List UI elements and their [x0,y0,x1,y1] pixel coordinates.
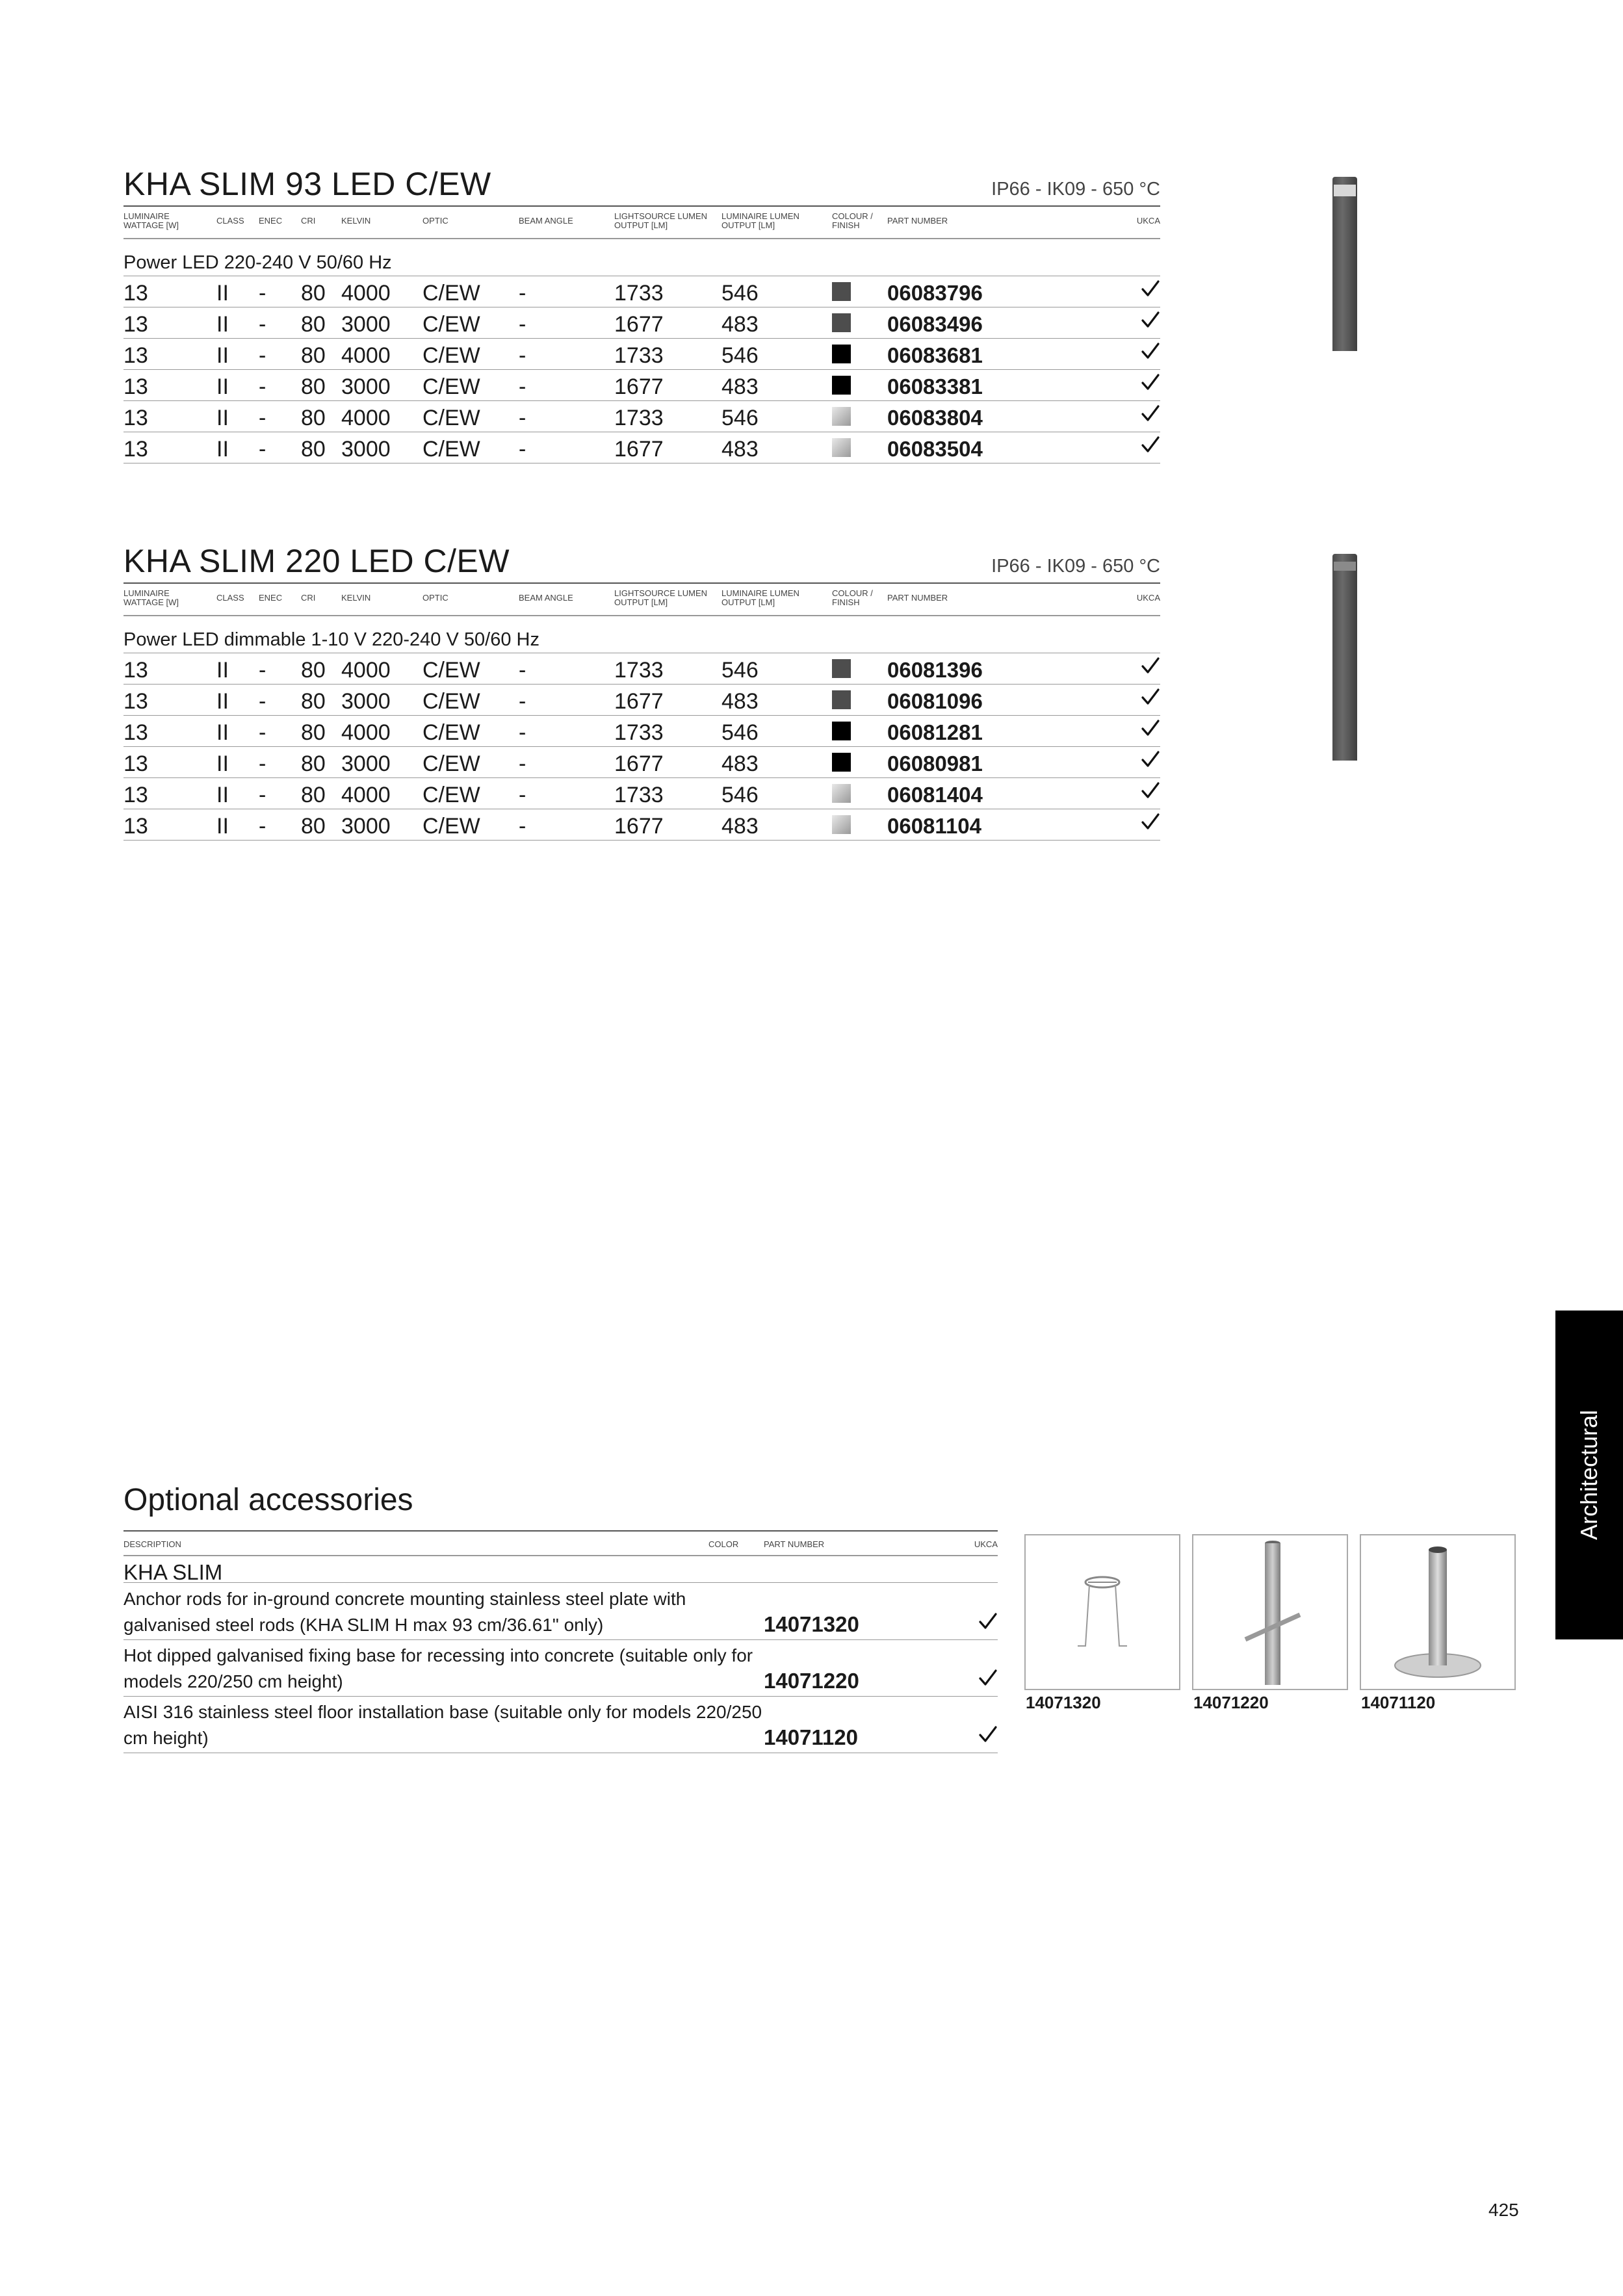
class-cell: II [216,437,229,462]
wattage-cell: 13 [123,281,148,306]
part-number-cell: 06081281 [887,720,983,744]
kelvin-cell: 4000 [341,406,391,430]
cri-cell: 80 [301,281,326,306]
kelvin-cell: 3000 [341,814,391,839]
col-colour-finish: COLOUR / FINISH [832,211,873,230]
class-cell: II [216,658,229,683]
ip-rating: IP66 - IK09 - 650 °C [991,179,1160,200]
luminaire-lumen-cell: 546 [721,281,759,306]
finish-swatch [832,815,851,834]
table-row [123,307,1160,339]
finish-swatch [832,313,851,332]
wattage-cell: 13 [123,437,148,462]
beam-angle-cell: - [519,783,526,807]
product-section-2 [123,545,1160,841]
lightsource-lumen-cell: 1733 [614,720,664,745]
beam-angle-cell: - [519,281,526,306]
optic-cell: C/EW [422,374,480,399]
accessory-description: Anchor rods for in-ground concrete mounting stainless steel plate with galvanised steel rods (KHA SLIM H max 93 cm/36.61" only) [123,1589,686,1635]
col-enec: ENEC [259,593,283,603]
class-cell: II [216,720,229,745]
kelvin-cell: 3000 [341,437,391,462]
beam-angle-cell: - [519,406,526,430]
table-row [123,432,1160,463]
led-ring [1334,562,1356,571]
col-cri: CRI [301,216,316,226]
lightsource-lumen-cell: 1733 [614,406,664,430]
class-cell: II [216,312,229,337]
class-cell: II [216,751,229,776]
thumbnail-fixing-base [1192,1534,1348,1690]
enec-cell: - [259,814,266,839]
side-tab-label: Architectural [1576,1409,1602,1541]
optic-cell: C/EW [422,783,480,807]
enec-cell: - [259,720,266,745]
col-optic: OPTIC [422,593,448,603]
luminaire-lumen-cell: 546 [721,720,759,745]
cri-cell: 80 [301,689,326,714]
col-luminaire-lumen: LUMINAIRE LUMEN OUTPUT [LM] [721,588,799,607]
finish-swatch [832,438,851,457]
enec-cell: - [259,281,266,306]
cri-cell: 80 [301,374,326,399]
table-row [123,747,1160,778]
ukca-check-icon [1141,404,1160,424]
col-enec: ENEC [259,216,283,226]
accessory-description: Hot dipped galvanised fixing base for recessing into concrete (suitable only for models 220/250 cm height) [123,1645,753,1691]
accessory-description: AISI 316 stainless steel floor installation base (suitable only for models 220/250 cm height) [123,1702,762,1748]
accessories-section [123,1482,998,1768]
thumbnail-label: 14071220 [1193,1693,1269,1712]
col-optic: OPTIC [422,216,448,226]
class-cell: II [216,343,229,368]
beam-angle-cell: - [519,751,526,776]
luminaire-lumen-cell: 546 [721,406,759,430]
cri-cell: 80 [301,437,326,462]
thumbnail-label: 14071320 [1026,1693,1101,1712]
part-number-cell: 06083504 [887,437,983,461]
luminaire-lumen-cell: 483 [721,689,759,714]
col-kelvin: KELVIN [341,593,371,603]
enec-cell: - [259,406,266,430]
luminaire-lumen-cell: 483 [721,751,759,776]
wattage-cell: 13 [123,720,148,745]
lightsource-lumen-cell: 1733 [614,343,664,368]
kelvin-cell: 3000 [341,312,391,337]
col-color: COLOR [708,1539,739,1549]
ukca-check-icon [1141,688,1160,707]
bollard-220-image [1332,554,1357,761]
part-number-cell: 06083381 [887,374,983,398]
beam-angle-cell: - [519,658,526,683]
luminaire-lumen-cell: 483 [721,374,759,399]
kelvin-cell: 4000 [341,658,391,683]
ukca-check-icon [978,1612,998,1632]
cri-cell: 80 [301,783,326,807]
col-description: DESCRIPTION [123,1539,181,1549]
accessory-row [123,1697,998,1753]
ukca-check-icon [1141,280,1160,299]
class-cell: II [216,374,229,399]
lightsource-lumen-cell: 1733 [614,783,664,807]
col-beam-angle: BEAM ANGLE [519,216,573,226]
thumbnail-floor-base [1360,1534,1516,1690]
page-number: 425 [1488,2200,1519,2220]
enec-cell: - [259,374,266,399]
thumbnail-label: 14071120 [1361,1693,1436,1712]
finish-swatch [832,753,851,772]
col-lightsource-lumen: LIGHTSOURCE LUMEN OUTPUT [LM] [614,588,708,607]
ukca-check-icon [1141,750,1160,770]
optic-cell: C/EW [422,281,480,306]
ukca-check-icon [1141,311,1160,330]
wattage-cell: 13 [123,374,148,399]
kelvin-cell: 4000 [341,343,391,368]
optic-cell: C/EW [422,689,480,714]
column-headers [123,584,1160,616]
lightsource-lumen-cell: 1733 [614,658,664,683]
optic-cell: C/EW [422,658,480,683]
col-ukca: UKCA [974,1539,998,1549]
part-number-cell: 06083496 [887,312,983,336]
enec-cell: - [259,751,266,776]
product-title-row [123,168,1160,207]
table-row [123,778,1160,809]
kelvin-cell: 4000 [341,783,391,807]
wattage-cell: 13 [123,751,148,776]
lightsource-lumen-cell: 1677 [614,312,664,337]
optic-cell: C/EW [422,751,480,776]
wattage-cell: 13 [123,312,148,337]
col-ukca: UKCA [1136,593,1160,603]
lightsource-lumen-cell: 1677 [614,751,664,776]
part-number-cell: 06081396 [887,658,983,682]
luminaire-lumen-cell: 546 [721,658,759,683]
class-cell: II [216,689,229,714]
part-number-cell: 06083681 [887,343,983,367]
finish-swatch [832,784,851,803]
lightsource-lumen-cell: 1677 [614,689,664,714]
enec-cell: - [259,343,266,368]
table-row [123,401,1160,432]
lightsource-lumen-cell: 1677 [614,437,664,462]
cri-cell: 80 [301,406,326,430]
col-part-number: PART NUMBER [887,593,948,603]
accessories-headers [123,1530,998,1556]
luminaire-lumen-cell: 483 [721,814,759,839]
product-title: KHA SLIM 93 LED C/EW [123,166,491,202]
thumbnail-anchor-rods [1024,1534,1180,1690]
class-cell: II [216,814,229,839]
product-subtitle: Power LED 220-240 V 50/60 Hz [123,239,1160,276]
beam-angle-cell: - [519,689,526,714]
enec-cell: - [259,658,266,683]
luminaire-lumen-cell: 546 [721,783,759,807]
col-wattage: LUMINAIRE WATTAGE [W] [123,588,179,607]
kelvin-cell: 3000 [341,689,391,714]
column-headers [123,207,1160,239]
ukca-check-icon [978,1725,998,1745]
enec-cell: - [259,783,266,807]
class-cell: II [216,281,229,306]
col-cri: CRI [301,593,316,603]
finish-swatch [832,345,851,363]
finish-swatch [832,376,851,395]
table-row [123,809,1160,841]
ukca-check-icon [1141,657,1160,676]
beam-angle-cell: - [519,437,526,462]
optic-cell: C/EW [422,343,480,368]
cri-cell: 80 [301,658,326,683]
col-beam-angle: BEAM ANGLE [519,593,573,603]
table-row [123,653,1160,685]
lightsource-lumen-cell: 1677 [614,374,664,399]
luminaire-lumen-cell: 546 [721,343,759,368]
product-rows [123,653,1160,841]
finish-swatch [832,407,851,426]
bollard-93-image [1332,177,1357,351]
table-row [123,339,1160,370]
col-luminaire-lumen: LUMINAIRE LUMEN OUTPUT [LM] [721,211,799,230]
accessory-part-number: 14071120 [764,1725,859,1749]
optic-cell: C/EW [422,312,480,337]
table-row [123,276,1160,307]
cri-cell: 80 [301,720,326,745]
accessory-row [123,1640,998,1697]
table-row [123,685,1160,716]
table-row [123,716,1160,747]
col-colour-finish: COLOUR / FINISH [832,588,873,607]
part-number-cell: 06083804 [887,406,983,430]
ip-rating: IP66 - IK09 - 650 °C [991,556,1160,577]
finish-swatch [832,659,851,678]
product-rows [123,276,1160,463]
ukca-check-icon [1141,719,1160,738]
finish-swatch [832,282,851,301]
luminaire-lumen-cell: 483 [721,437,759,462]
cri-cell: 80 [301,751,326,776]
wattage-cell: 13 [123,689,148,714]
wattage-cell: 13 [123,343,148,368]
part-number-cell: 06080981 [887,751,983,776]
ukca-check-icon [978,1669,998,1688]
optic-cell: C/EW [422,406,480,430]
cri-cell: 80 [301,343,326,368]
lightsource-lumen-cell: 1677 [614,814,664,839]
part-number-cell: 06081404 [887,783,983,807]
beam-angle-cell: - [519,312,526,337]
accessories-title: Optional accessories [123,1483,413,1517]
col-class: CLASS [216,593,244,603]
kelvin-cell: 3000 [341,374,391,399]
lightsource-lumen-cell: 1733 [614,281,664,306]
accessory-part-number: 14071220 [764,1669,859,1693]
section-side-tab[interactable] [1555,1311,1623,1639]
wattage-cell: 13 [123,406,148,430]
table-row [123,370,1160,401]
accessories-subtitle: KHA SLIM [123,1555,998,1583]
col-lightsource-lumen: LIGHTSOURCE LUMEN OUTPUT [LM] [614,211,708,230]
ukca-check-icon [1141,436,1160,455]
cri-cell: 80 [301,312,326,337]
finish-swatch [832,722,851,740]
optic-cell: C/EW [422,720,480,745]
enec-cell: - [259,689,266,714]
ukca-check-icon [1141,781,1160,801]
ukca-check-icon [1141,813,1160,832]
kelvin-cell: 4000 [341,281,391,306]
ukca-check-icon [1141,373,1160,393]
enec-cell: - [259,437,266,462]
class-cell: II [216,783,229,807]
enec-cell: - [259,312,266,337]
wattage-cell: 13 [123,814,148,839]
col-ukca: UKCA [1136,216,1160,226]
col-kelvin: KELVIN [341,216,371,226]
luminaire-lumen-cell: 483 [721,312,759,337]
beam-angle-cell: - [519,374,526,399]
accessory-row [123,1584,998,1640]
wattage-cell: 13 [123,783,148,807]
product-title-row [123,545,1160,584]
optic-cell: C/EW [422,814,480,839]
beam-angle-cell: - [519,720,526,745]
part-number-cell: 06081104 [887,814,982,838]
led-ring [1334,185,1356,196]
product-section-1 [123,168,1160,463]
part-number-cell: 06081096 [887,689,983,713]
col-wattage: LUMINAIRE WATTAGE [W] [123,211,179,230]
product-subtitle: Power LED dimmable 1-10 V 220-240 V 50/60 Hz [123,616,1160,653]
col-part-number: PART NUMBER [887,216,948,226]
cri-cell: 80 [301,814,326,839]
ukca-check-icon [1141,342,1160,361]
part-number-cell: 06083796 [887,281,983,305]
beam-angle-cell: - [519,814,526,839]
accessory-part-number: 14071320 [764,1612,859,1636]
col-class: CLASS [216,216,244,226]
wattage-cell: 13 [123,658,148,683]
kelvin-cell: 3000 [341,751,391,776]
finish-swatch [832,690,851,709]
col-part-number: PART NUMBER [764,1539,825,1549]
kelvin-cell: 4000 [341,720,391,745]
optic-cell: C/EW [422,437,480,462]
beam-angle-cell: - [519,343,526,368]
product-title: KHA SLIM 220 LED C/EW [123,543,510,579]
class-cell: II [216,406,229,430]
